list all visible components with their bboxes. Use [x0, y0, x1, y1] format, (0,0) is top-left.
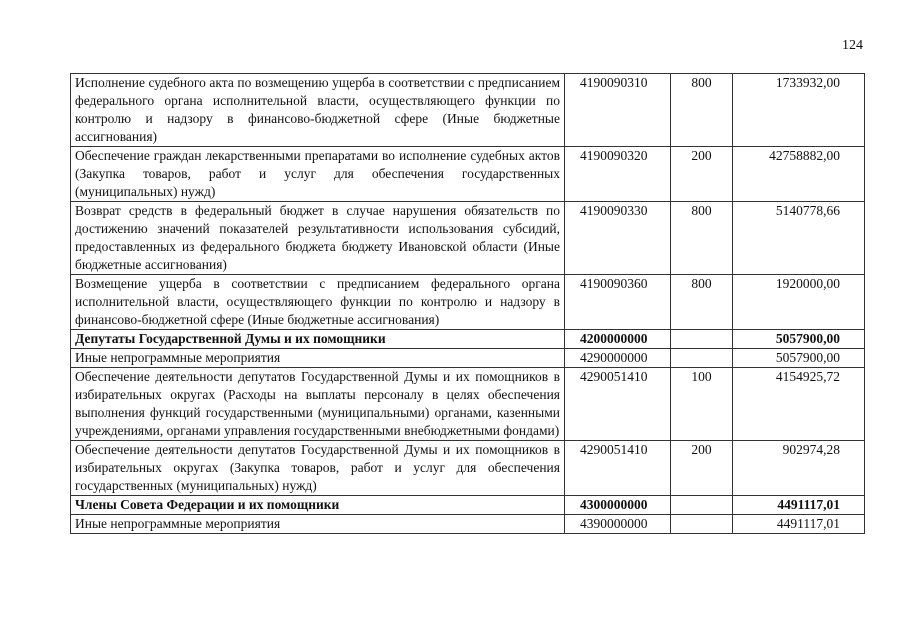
row-code: 4390000000 [565, 515, 671, 534]
row-code: 4290051410 [565, 441, 671, 496]
row-description: Исполнение судебного акта по возмещению ущерба в соответствии с предписанием федерального органа исполнительной власти, осуществляющего функции по контролю и надзору в финансово-бюджетной сфере (Иные бюджетные ассигнования) [71, 74, 565, 147]
table-row [71, 147, 865, 202]
row-expense-type [671, 330, 733, 349]
row-code: 4200000000 [565, 330, 671, 349]
budget-table [70, 73, 865, 534]
table-row [71, 275, 865, 330]
row-description: Возврат средств в федеральный бюджет в случае нарушения обязательств по достижению значений показателей результативности использования субсидий, предоставленных из федерального бюджета бюджету Ивановской области (Иные бюджетные ассигнования) [71, 202, 565, 275]
row-description: Члены Совета Федерации и их помощники [71, 496, 565, 515]
table-row-section-header [71, 330, 865, 349]
row-expense-type: 100 [671, 368, 733, 441]
row-amount: 42758882,00 [733, 147, 865, 202]
row-expense-type: 800 [671, 74, 733, 147]
page-number: 124 [842, 38, 863, 53]
row-amount: 4491117,01 [733, 496, 865, 515]
row-description: Обеспечение граждан лекарственными препаратами во исполнение судебных актов (Закупка товаров, работ и услуг для обеспечения государственных (муниципальных) нужд) [71, 147, 565, 202]
row-amount: 1920000,00 [733, 275, 865, 330]
row-amount: 1733932,00 [733, 74, 865, 147]
row-amount: 4154925,72 [733, 368, 865, 441]
row-expense-type: 800 [671, 202, 733, 275]
table-row [71, 515, 865, 534]
row-code: 4190090310 [565, 74, 671, 147]
row-description: Иные непрограммные мероприятия [71, 349, 565, 368]
row-code: 4290000000 [565, 349, 671, 368]
row-expense-type: 800 [671, 275, 733, 330]
row-expense-type: 200 [671, 147, 733, 202]
row-description: Обеспечение деятельности депутатов Государственной Думы и их помощников в избирательных округах (Расходы на выплаты персоналу в целях обеспечения выполнения функций государственными (муниципальными) органами, казенными учреждениями, органами управления государственными внебюджетными фондами) [71, 368, 565, 441]
table-row [71, 368, 865, 441]
row-amount: 902974,28 [733, 441, 865, 496]
row-expense-type: 200 [671, 441, 733, 496]
row-description: Обеспечение деятельности депутатов Государственной Думы и их помощников в избирательных округах (Закупка товаров, работ и услуг для обеспечения государственных (муниципальных) нужд) [71, 441, 565, 496]
row-description: Иные непрограммные мероприятия [71, 515, 565, 534]
row-amount: 5057900,00 [733, 349, 865, 368]
row-amount: 4491117,01 [733, 515, 865, 534]
table-row-section-header [71, 496, 865, 515]
row-amount: 5140778,66 [733, 202, 865, 275]
table-row [71, 74, 865, 147]
row-code: 4190090320 [565, 147, 671, 202]
row-code: 4190090330 [565, 202, 671, 275]
row-code: 4300000000 [565, 496, 671, 515]
row-code: 4290051410 [565, 368, 671, 441]
table-row [71, 441, 865, 496]
row-expense-type [671, 349, 733, 368]
row-description: Депутаты Государственной Думы и их помощники [71, 330, 565, 349]
row-amount: 5057900,00 [733, 330, 865, 349]
table-row [71, 349, 865, 368]
row-description: Возмещение ущерба в соответствии с предписанием федерального органа исполнительной власти, осуществляющего функции по контролю и надзору в финансово-бюджетной сфере (Иные бюджетные ассигнования) [71, 275, 565, 330]
row-expense-type [671, 496, 733, 515]
row-code: 4190090360 [565, 275, 671, 330]
table-row [71, 202, 865, 275]
row-expense-type [671, 515, 733, 534]
